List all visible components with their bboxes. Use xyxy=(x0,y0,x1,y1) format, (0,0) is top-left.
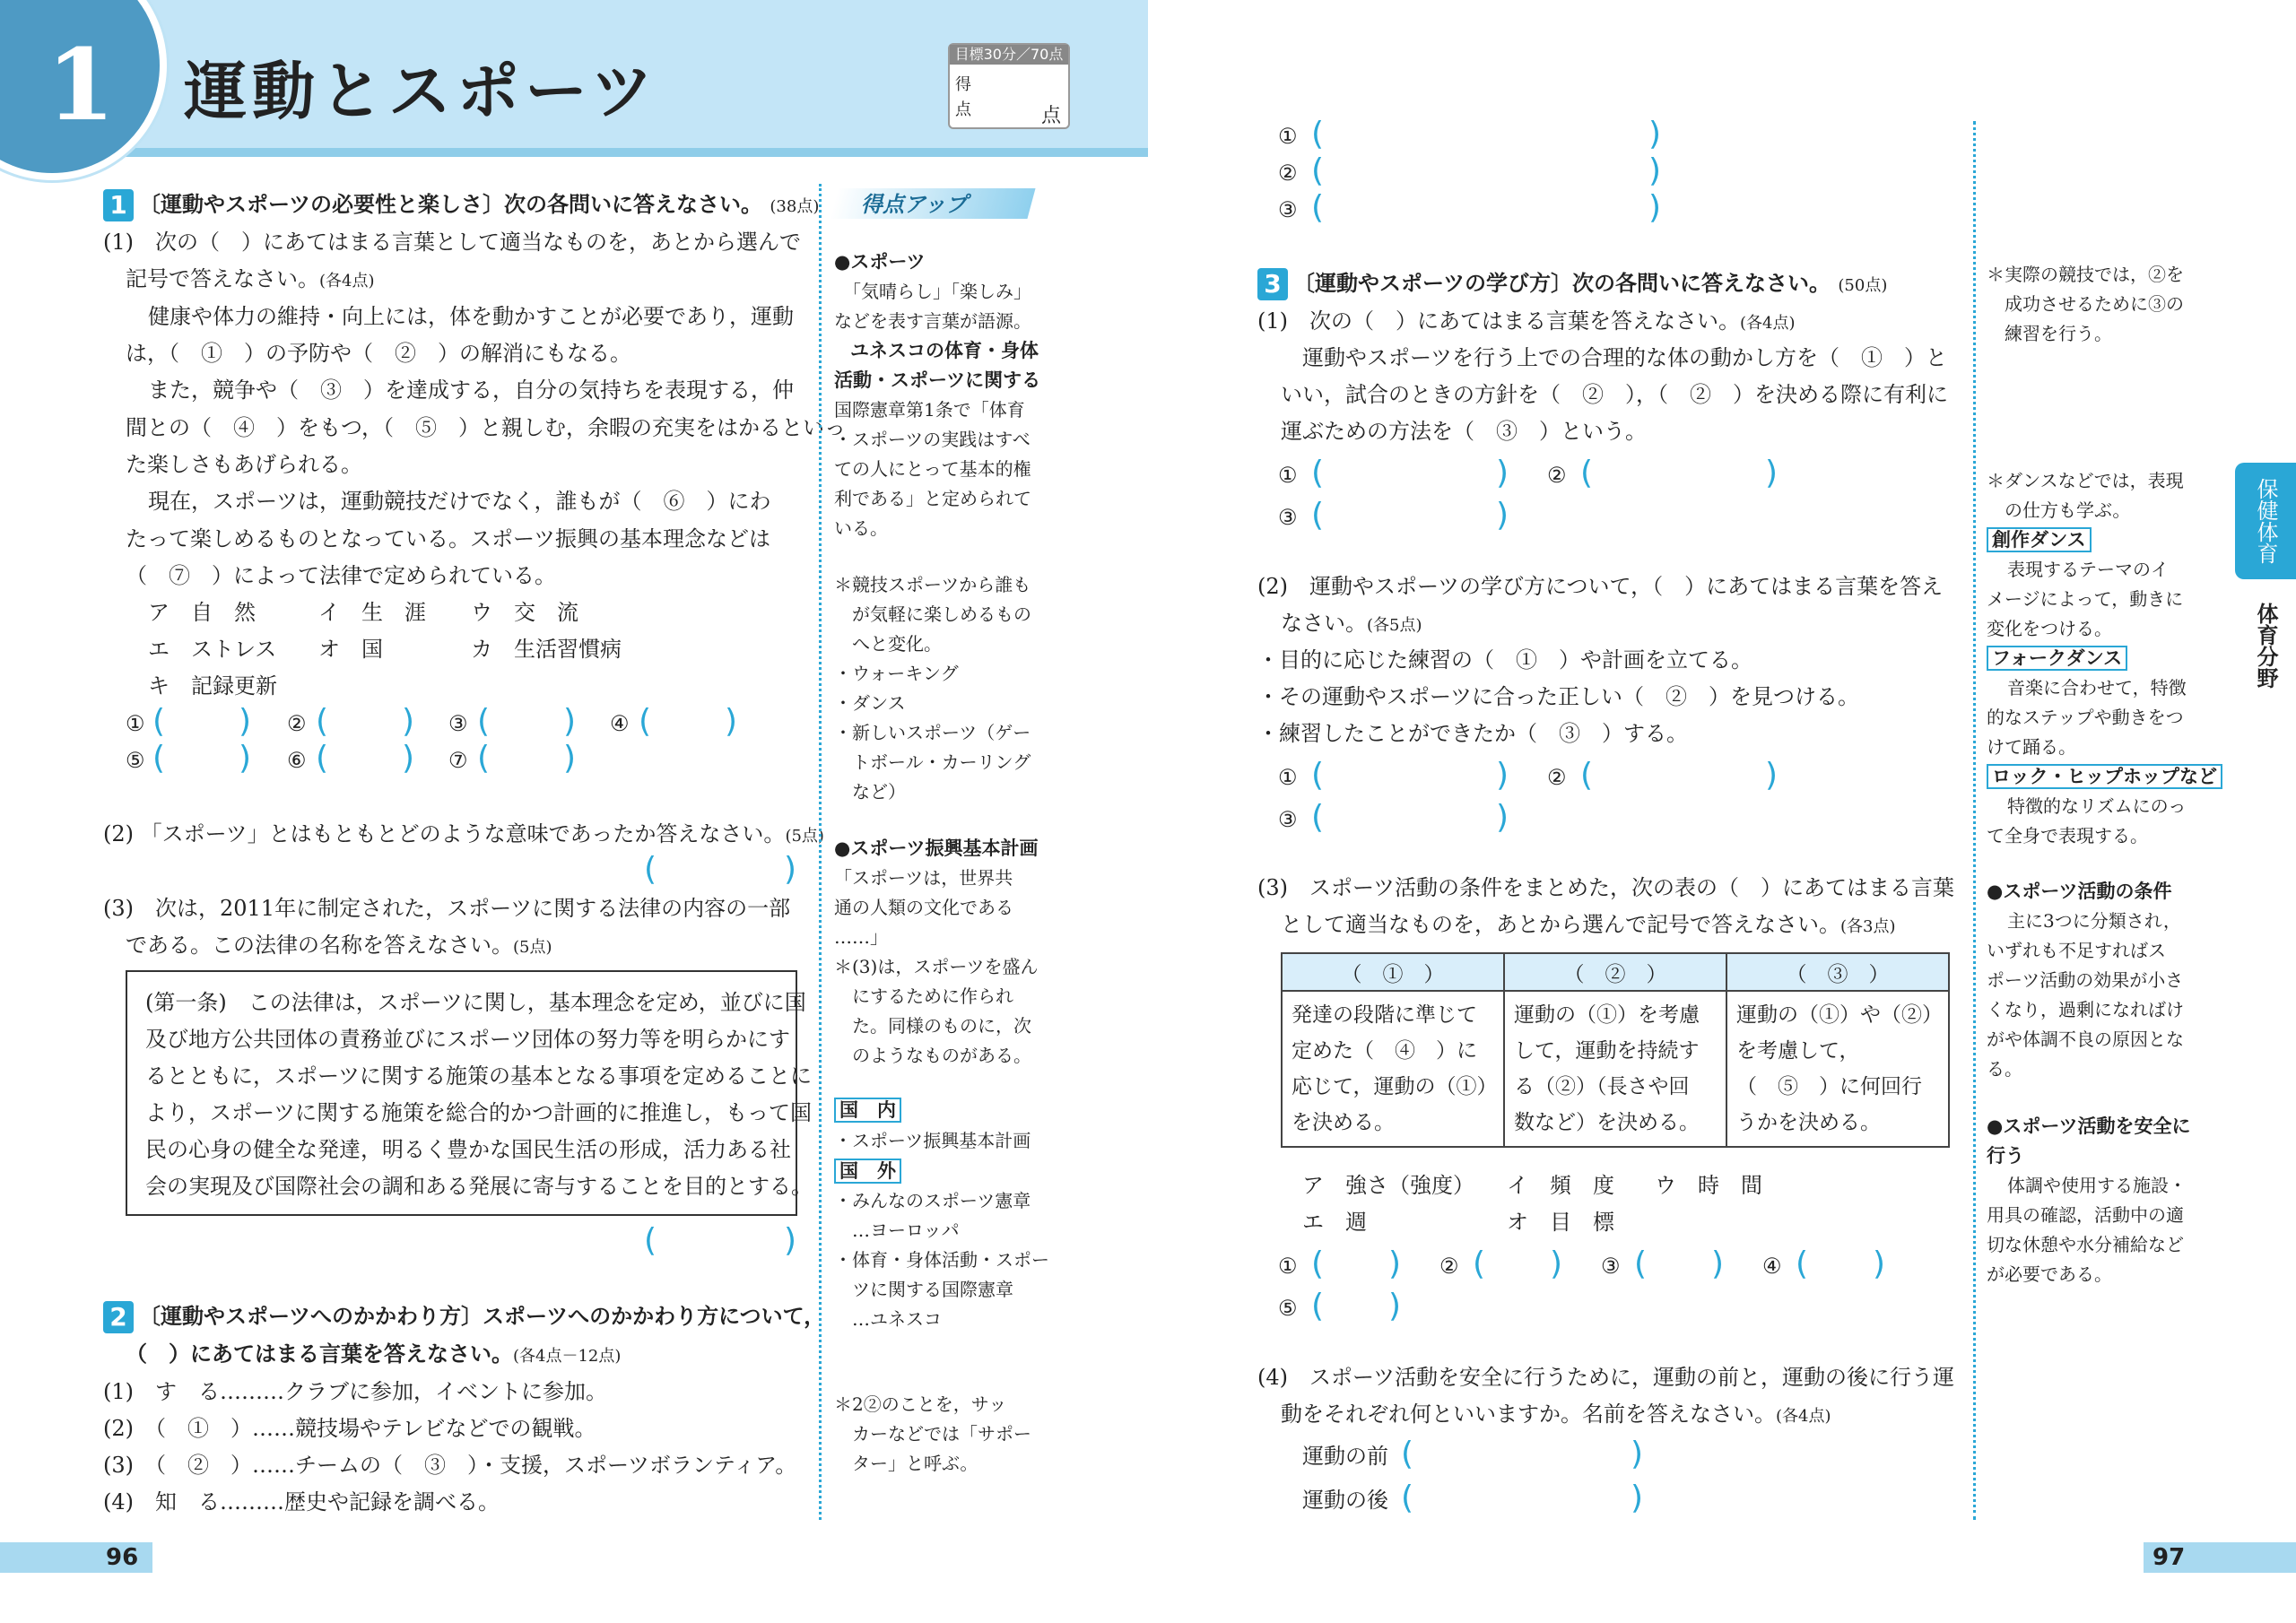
safe-line-0: 体調や使用する施設・ xyxy=(2007,1175,2187,1196)
plan-line-0: 「スポーツは，世界共 xyxy=(834,867,1013,889)
q3-p1-ans-label-1: ① xyxy=(1278,463,1298,488)
q3-p4-points: (各4点) xyxy=(1776,1407,1831,1426)
right-page-number: 97 xyxy=(2152,1544,2186,1571)
q3-p4-before-label: 運動の前 xyxy=(1302,1444,1388,1469)
law-line-1: 及び地方公共団体の責務並びにスポーツ団体の努力等を明らかにす xyxy=(145,1027,791,1052)
q3-p3-2-text: として適当なものを，あとから選んで記号で答えなさい。 xyxy=(1281,912,1840,937)
q1-p2-points: (5点) xyxy=(785,827,824,846)
q3-p4-before-answer[interactable]: ( ) xyxy=(1401,1436,1643,1472)
q1-title xyxy=(103,187,819,225)
q2-number: 2 xyxy=(103,1301,134,1333)
q1-p1-intro-1: (1) 次の（ ）にあてはまる言葉として適当なものを，あとから選んで xyxy=(103,230,801,255)
q2-answer-1[interactable]: ( ) xyxy=(1311,116,1661,152)
plan-line-4: にするために作られ xyxy=(834,985,1013,1007)
cond-head: ●スポーツ活動の条件 xyxy=(1987,881,2172,902)
change-line-3: ・ウォーキング xyxy=(834,663,959,684)
q2-ans-label-2: ② xyxy=(1278,161,1298,186)
q1-number: 1 xyxy=(103,189,134,221)
practice-line-0: ＊実際の競技では，②を xyxy=(1987,264,2184,285)
left-page-divider xyxy=(819,184,822,1520)
q1-title-text: 〔運動やスポーツの必要性と楽しさ〕次の各問いに答えなさい。 xyxy=(139,192,763,217)
q1-answer-3[interactable]: ( ) xyxy=(477,703,576,740)
q2-answer-3[interactable]: ( ) xyxy=(1311,189,1661,226)
q3-p1-answer-3[interactable]: ( ) xyxy=(1311,497,1509,534)
q3-p3-ans-label-3: ③ xyxy=(1601,1254,1621,1279)
q3-p1-ans-label-2: ② xyxy=(1547,463,1567,488)
q1-choice-ka: カ 生活習慣病 xyxy=(471,637,622,662)
cell-3-line-1: を考慮して， xyxy=(1736,1039,1860,1063)
q3-p3-answer-5[interactable]: ( ) xyxy=(1311,1288,1401,1324)
cell-2-line-3: 数など）を決める。 xyxy=(1514,1111,1700,1134)
q3-p2-item-2: ・練習したことができたか（ ③ ）する。 xyxy=(1257,721,1688,746)
cell-3-line-0: 運動の（①）や（②） xyxy=(1736,1003,1943,1027)
safe-head-1: ●スポーツ活動を安全に xyxy=(1987,1115,2191,1137)
cell-3-line-2: （ ⑤ ）に何回行 xyxy=(1736,1075,1922,1098)
q3-p1-answer-1[interactable]: ( ) xyxy=(1311,455,1509,491)
cell-3-line-3: うかを決める。 xyxy=(1736,1111,1881,1134)
q3-p3-1: (3) スポーツ活動の条件をまとめた，次の表の（ ）にあてはまる言葉 xyxy=(1257,875,1955,900)
cond-line-2: ポーツ活動の効果が小さ xyxy=(1987,969,2184,991)
q3-p3-ans-label-5: ⑤ xyxy=(1278,1296,1298,1321)
foreign-item-3: ツに関する国際憲章 xyxy=(834,1279,1013,1300)
dance-line-1: の仕方も学ぶ。 xyxy=(1987,499,2131,521)
q1-ans-label-5: ⑤ xyxy=(126,748,145,773)
domestic-label xyxy=(834,1096,901,1125)
sports-line-4: 国際憲章第1条で「体育 xyxy=(834,399,1025,421)
q1-ans-label-7: ⑦ xyxy=(448,748,468,773)
q3-p1-text-2: 運ぶための方法を（ ③ ）という。 xyxy=(1281,419,1647,444)
table-cell-2 xyxy=(1504,991,1726,1147)
creative-line-1: メージによって，動きに xyxy=(1987,588,2184,610)
score-up-text: 得点アップ xyxy=(861,192,968,217)
cond-line-0: 主に3つに分類され， xyxy=(2007,910,2181,932)
change-line-7: など） xyxy=(834,781,906,803)
table-header-1: （ ① ） xyxy=(1282,953,1504,991)
q3-p1-text-0: 運動やスポーツを行う上での合理的な体の動かし方を（ ① ）と xyxy=(1302,345,1948,370)
plan-head: ●スポーツ振興基本計画 xyxy=(834,838,1039,859)
law-line-3: より，スポーツに関する施策を総合的かつ計画的に推進し，もって国 xyxy=(145,1100,813,1125)
creative-line-2: 変化をつける。 xyxy=(1987,618,2112,639)
q2-title-2-text: （ ）にあてはまる言葉を答えなさい。 xyxy=(126,1341,513,1367)
q3-p1-intro xyxy=(1257,303,1796,342)
law-line-5: 会の実現及び国際社会の調和ある発展に寄与することを目的とする。 xyxy=(145,1174,813,1199)
sports-line-3: 活動・スポーツに関する xyxy=(834,369,1041,391)
sports-head: ●スポーツ xyxy=(834,251,926,273)
header-stripe xyxy=(0,148,1148,157)
q3-p3-points: (各3点) xyxy=(1840,917,1896,936)
practice-line-1: 成功させるために③の xyxy=(1987,293,2184,315)
plan-line-3: ＊(3)は，スポーツを盛ん xyxy=(834,956,1039,977)
q3-p2-answer-3[interactable]: ( ) xyxy=(1311,799,1509,836)
foreign-item-0: ・みんなのスポーツ憲章 xyxy=(834,1190,1031,1211)
q3-p2-2 xyxy=(1281,605,1422,644)
q3-points: (50点) xyxy=(1838,276,1888,295)
q1-choice-e: エ ストレス xyxy=(148,637,277,662)
folk-line-2: けて踊る。 xyxy=(1987,736,2076,758)
cell-1-line-1: 定めた（ ④ ）に xyxy=(1292,1039,1477,1063)
q1-p3-1: (3) 次は，2011年に制定された，スポーツに関する法律の内容の一部 xyxy=(103,896,791,921)
foreign-item-1: …ヨーロッパ xyxy=(834,1219,960,1241)
cond-line-3: くなり，過剰になればけ xyxy=(1987,999,2184,1020)
q3-p3-ans-label-2: ② xyxy=(1439,1254,1459,1279)
q3-p2-answer-1[interactable]: ( ) xyxy=(1311,757,1509,794)
cond-line-4: がや体調不良の原因とな xyxy=(1987,1028,2184,1050)
q2-item-3: (3) （ ② ）……チームの（ ③ ）・支援，スポーツボランティア。 xyxy=(103,1453,797,1478)
law-line-0: (第一条) この法律は，スポーツに関し，基本理念を定め，並びに国 xyxy=(145,990,806,1015)
change-line-1: が気軽に楽しめるもの xyxy=(834,603,1031,625)
table-cell-3 xyxy=(1726,991,1949,1147)
q3-p4-2-text: 動をそれぞれ何といいますか。名前を答えなさい。 xyxy=(1281,1402,1776,1427)
conditions-table xyxy=(1281,952,1950,1148)
right-page-divider xyxy=(1973,121,1976,1520)
q1-p1-intro-2-text: 記号で答えなさい。 xyxy=(126,266,319,291)
q1-text-4: た楽しさもあげられる。 xyxy=(126,452,362,477)
q3-p1-answer-2[interactable]: ( ) xyxy=(1580,455,1778,491)
q3-choice-u: ウ 時 間 xyxy=(1655,1173,1762,1198)
sports-line-0: 「気晴らし」「楽しみ」 xyxy=(843,281,1031,302)
q3-p1-ans-label-3: ③ xyxy=(1278,505,1298,530)
table-header-3: （ ③ ） xyxy=(1726,953,1949,991)
q3-p4-after-answer[interactable]: ( ) xyxy=(1401,1480,1643,1516)
q1-text-0: 健康や体力の維持・向上には，体を動かすことが必要であり，運動 xyxy=(148,304,794,329)
q1-ans-label-3: ③ xyxy=(448,711,468,736)
foreign-tag: 国 外 xyxy=(834,1159,901,1184)
change-line-5: ・新しいスポーツ（ゲー xyxy=(834,722,1031,743)
q2-answer-2[interactable]: ( ) xyxy=(1311,152,1661,189)
q3-p4-2 xyxy=(1281,1396,1831,1435)
creative-tag: 創作ダンス xyxy=(1987,527,2092,552)
q3-p2-2-text: なさい。 xyxy=(1281,611,1367,636)
q3-p3-answer-2[interactable]: ( ) xyxy=(1473,1245,1562,1282)
q3-p3-ans-label-1: ① xyxy=(1278,1254,1298,1279)
folk-label xyxy=(1987,644,2127,673)
cell-2-line-0: 運動の（①）を考慮 xyxy=(1514,1003,1700,1027)
q3-p2-points: (各5点) xyxy=(1367,616,1422,635)
q2-title-text: 〔運動やスポーツへのかかわり方〕スポーツへのかかわり方について， xyxy=(139,1304,826,1329)
q1-ans-label-2: ② xyxy=(287,711,307,736)
q1-p3-2-text: である。この法律の名称を答えなさい。 xyxy=(126,933,513,958)
tip-line-0: ＊2②のことを，サッ xyxy=(834,1393,1007,1415)
q1-p3-points: (5点) xyxy=(513,938,552,957)
cell-2-line-2: る（②）（長さや回 xyxy=(1514,1075,1690,1098)
creative-line-0: 表現するテーマのイ xyxy=(2007,559,2169,580)
q1-ans-label-4: ④ xyxy=(610,711,630,736)
q3-p2-ans-label-1: ① xyxy=(1278,765,1298,790)
cond-line-1: いずれも不足すればス xyxy=(1987,940,2166,961)
q3-p2-item-0: ・目的に応じた練習の（ ① ）や計画を立てる。 xyxy=(1257,647,1752,673)
sports-line-8: いる。 xyxy=(834,517,888,539)
safe-line-1: 用具の確認，活動中の適 xyxy=(1987,1204,2184,1226)
change-line-0: ＊競技スポーツから誰も xyxy=(834,574,1031,595)
q1-p2 xyxy=(103,816,824,855)
dance-line-0: ＊ダンスなどでは，表現 xyxy=(1987,470,2184,491)
sports-line-2: ユネスコの体育・身体 xyxy=(850,340,1039,361)
practice-line-2: 練習を行う。 xyxy=(1987,323,2112,344)
rock-line-0: 特徴的なリズムにのっ xyxy=(2007,795,2187,817)
left-page-number: 96 xyxy=(106,1544,139,1571)
q3-choice-i: イ 頻 度 xyxy=(1507,1173,1614,1198)
q3-number: 3 xyxy=(1257,268,1288,300)
score-unit: 点 xyxy=(1040,105,1061,127)
q3-title xyxy=(1257,265,1887,304)
q1-text-2: また，競争や（ ③ ）を達成する，自分の気持ちを表現する，仲 xyxy=(148,378,794,403)
q1-choice-a: ア 自 然 xyxy=(148,600,256,625)
q3-p3-2 xyxy=(1281,907,1896,945)
score-label-2: 点 xyxy=(955,100,971,119)
safe-head-2: 行う xyxy=(1987,1145,2024,1167)
q3-p4-1: (4) スポーツ活動を安全に行うために，運動の前と，運動の後に行う運 xyxy=(1257,1365,1955,1390)
change-line-6: トボール・カーリング xyxy=(834,751,1031,773)
q2-ans-label-3: ③ xyxy=(1278,197,1298,222)
table-cell-1 xyxy=(1282,991,1504,1147)
score-label-1: 得 xyxy=(955,75,971,94)
q1-answer-1[interactable]: ( ) xyxy=(152,703,251,740)
q1-text-1: は，（ ① ）の予防や（ ② ）の解消にもなる。 xyxy=(126,341,631,366)
cell-1-line-0: 発達の段階に準じて xyxy=(1292,1003,1477,1027)
sports-line-5: ・スポーツの実践はすべ xyxy=(834,429,1031,450)
target-label: 目標30分／70点 xyxy=(950,45,1068,65)
table-header-2: （ ② ） xyxy=(1504,953,1726,991)
law-line-4: 民の心身の健全な発達，明るく豊かな国民生活の形成，活力ある社 xyxy=(145,1137,791,1162)
q2-title xyxy=(103,1298,825,1334)
q1-answer-5[interactable]: ( ) xyxy=(152,740,251,777)
subject-tab[interactable]: 保健体育 xyxy=(2235,463,2296,579)
foreign-label xyxy=(834,1157,901,1186)
q1-points: (38点) xyxy=(770,197,820,216)
q1-p2-text: (2) 「スポーツ」とはもともとどのような意味であったか答えなさい。 xyxy=(103,821,786,846)
q2-item-1: (1) す る………クラブに参加，イベントに参加。 xyxy=(103,1379,607,1404)
plan-line-1: 通の人類の文化である xyxy=(834,897,1013,918)
folk-line-0: 音楽に合わせて，特徴 xyxy=(2007,677,2187,699)
folk-line-1: 的なステップや動きをつ xyxy=(1987,707,2184,728)
q2-points: (各4点－12点) xyxy=(513,1347,622,1366)
q1-p2-answer[interactable]: ( ) xyxy=(644,851,796,888)
rock-label xyxy=(1987,762,2222,792)
q3-p3-answer-3[interactable]: ( ) xyxy=(1634,1245,1724,1282)
q1-p3-2 xyxy=(126,927,552,966)
q1-choice-i: イ 生 涯 xyxy=(318,600,426,625)
q1-text-5: 現在，スポーツは，運動競技だけでなく，誰もが（ ⑥ ）にわ xyxy=(148,489,771,514)
score-box xyxy=(948,43,1070,129)
plan-line-2: ……」 xyxy=(834,926,888,948)
cond-line-5: る。 xyxy=(1987,1058,2022,1080)
rock-line-1: て全身で表現する。 xyxy=(1987,825,2148,846)
plan-line-5: た。同様のものに，次 xyxy=(834,1015,1031,1037)
q3-p2-ans-label-3: ③ xyxy=(1278,807,1298,832)
q1-p1-intro-2 xyxy=(126,261,375,299)
q1-answer-4[interactable]: ( ) xyxy=(639,703,737,740)
q1-answer-2[interactable]: ( ) xyxy=(316,703,414,740)
unit-number: 1 xyxy=(46,27,116,143)
q2-item-4: (4) 知 る………歴史や記録を調べる。 xyxy=(103,1489,500,1515)
field-tab: 体育分野 xyxy=(2253,603,2278,689)
q3-choice-o: オ 目 標 xyxy=(1507,1210,1614,1235)
q1-choice-o: オ 国 xyxy=(318,637,383,662)
cell-2-line-1: して，運動を持続す xyxy=(1514,1039,1700,1063)
creative-label xyxy=(1987,525,2092,555)
q2-item-2: (2) （ ① ）……競技場やテレビなどでの観戦。 xyxy=(103,1416,596,1441)
page-title: 運動とスポーツ xyxy=(184,55,659,128)
q3-p2-item-1: ・その運動やスポーツに合った正しい（ ② ）を見つける。 xyxy=(1257,684,1860,709)
q3-p3-answer-4[interactable]: ( ) xyxy=(1796,1245,1885,1282)
q3-p2-ans-label-2: ② xyxy=(1547,765,1567,790)
change-line-2: へと変化。 xyxy=(834,633,942,655)
sports-line-1: などを表す言葉が語源。 xyxy=(834,310,1031,332)
q3-p3-answer-1[interactable]: ( ) xyxy=(1311,1245,1401,1282)
q2-ans-label-1: ① xyxy=(1278,124,1298,149)
q2-title-2 xyxy=(126,1336,621,1375)
q1-text-6: たって楽しめるものとなっている。スポーツ振興の基本理念などは xyxy=(126,526,771,551)
q1-p1-points: (各4点) xyxy=(319,272,375,291)
q1-answer-6[interactable]: ( ) xyxy=(316,740,414,777)
tip-line-2: ター」と呼ぶ。 xyxy=(834,1453,978,1474)
q1-choice-ki: キ 記録更新 xyxy=(148,673,277,699)
q3-p3-ans-label-4: ④ xyxy=(1762,1254,1782,1279)
q1-text-3: 間との（ ④ ）をもつ，（ ⑤ ）と親しむ，余暇の充実をはかるといっ xyxy=(126,415,847,440)
folk-tag: フォークダンス xyxy=(1987,646,2127,671)
q1-text-7: （ ⑦ ）によって法律で定められている。 xyxy=(126,563,556,588)
q1-p3-answer[interactable]: ( ) xyxy=(644,1222,796,1259)
q3-title-text: 〔運動やスポーツの学び方〕次の各問いに答えなさい。 xyxy=(1293,271,1831,296)
tip-line-1: カーなどでは「サポー xyxy=(834,1423,1031,1445)
safe-line-2: 切な休憩や水分補給など xyxy=(1987,1234,2184,1255)
q3-p1-points: (各4点) xyxy=(1740,314,1796,333)
law-line-2: るとともに，スポーツに関する施策の基本となる事項を定めることに xyxy=(145,1063,813,1089)
sports-line-7: 利である」と定められて xyxy=(834,488,1031,509)
q3-p2-1: (2) 運動やスポーツの学び方について，（ ）にあてはまる言葉を答え xyxy=(1257,574,1944,599)
q3-choice-a: ア 強さ（強度） xyxy=(1302,1173,1474,1198)
q3-p2-answer-2[interactable]: ( ) xyxy=(1580,757,1778,794)
cell-1-line-2: 応じて，運動の（①） xyxy=(1292,1075,1498,1098)
q3-p1-intro-text: (1) 次の（ ）にあてはまる言葉を答えなさい。 xyxy=(1257,308,1740,334)
rock-tag: ロック・ヒップホップなど xyxy=(1987,764,2222,789)
cell-1-line-3: を決める。 xyxy=(1292,1111,1395,1134)
sports-line-6: ての人にとって基本的権 xyxy=(834,458,1031,480)
foreign-item-2: ・体育・身体活動・スポー xyxy=(834,1249,1049,1271)
q3-choice-e: エ 週 xyxy=(1302,1210,1367,1235)
change-line-4: ・ダンス xyxy=(834,692,906,714)
q1-ans-label-6: ⑥ xyxy=(287,748,307,773)
q1-answer-7[interactable]: ( ) xyxy=(477,740,576,777)
safe-line-3: が必要である。 xyxy=(1987,1263,2112,1285)
plan-line-6: のようなものがある。 xyxy=(834,1045,1031,1066)
foreign-item-4: …ユネスコ xyxy=(834,1308,942,1330)
domestic-tag: 国 内 xyxy=(834,1098,901,1123)
q1-ans-label-1: ① xyxy=(126,711,145,736)
domestic-item: ・スポーツ振興基本計画 xyxy=(834,1130,1031,1151)
q3-p1-text-1: いい，試合のときの方針を（ ② ），（ ② ）を決める際に有利に xyxy=(1281,382,1948,407)
q1-choice-u: ウ 交 流 xyxy=(471,600,578,625)
q3-p4-after-label: 運動の後 xyxy=(1302,1488,1388,1513)
